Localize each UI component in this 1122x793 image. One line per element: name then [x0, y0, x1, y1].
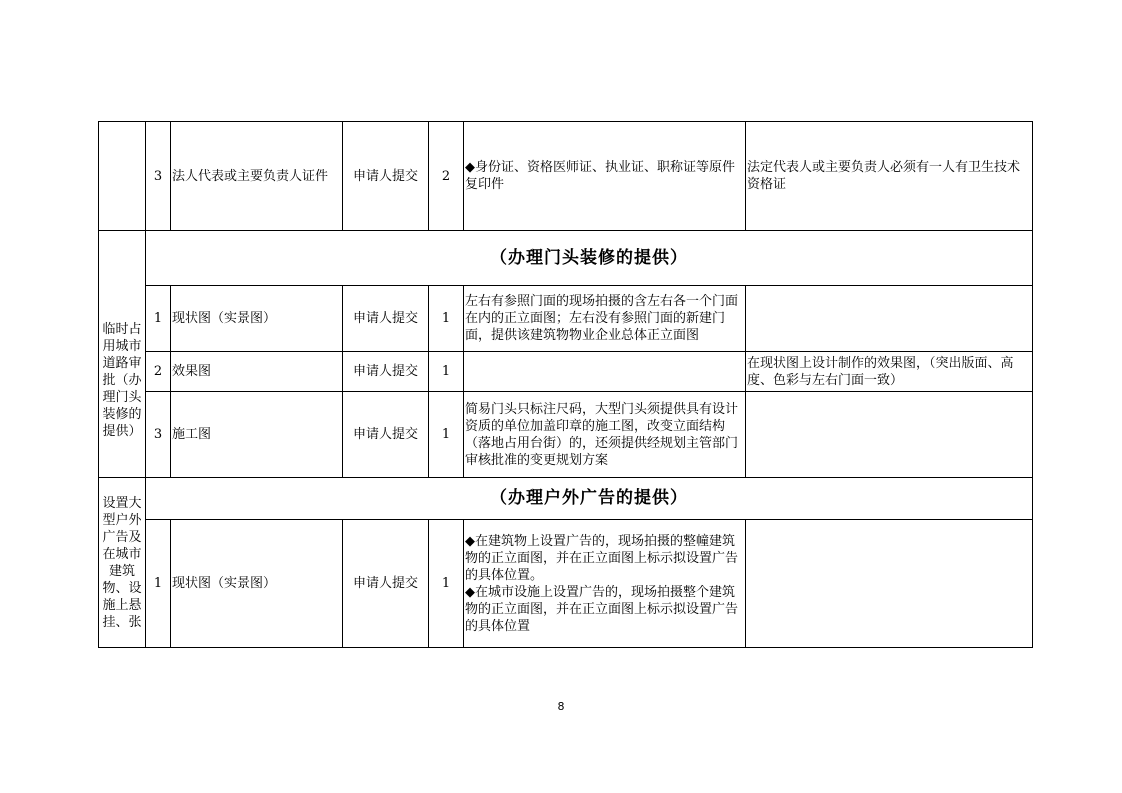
- material-source: 申请人提交: [343, 392, 429, 478]
- material-name: 现状图（实景图）: [171, 286, 343, 352]
- section-heading-row: [99, 478, 1033, 520]
- material-name: 现状图（实景图）: [171, 520, 343, 648]
- requirement-text: [464, 352, 746, 392]
- category-label: 临时占用城市道路审批（办理门头装修的提供）: [99, 231, 146, 478]
- category-cell-empty: [99, 122, 146, 231]
- material-name: 效果图: [171, 352, 343, 392]
- table-row: [99, 352, 1033, 392]
- requirement-text: 左右有参照门面的现场拍摄的含左右各一个门面在内的正立面图；左右没有参照门面的新建门面，提供该建筑物物业企业总体正立面图: [464, 286, 746, 352]
- requirement-text: [464, 520, 746, 648]
- requirements-table: [98, 121, 1033, 648]
- category-label: 设置大型户外广告及在城市建筑物、设施上悬挂、张: [99, 478, 146, 648]
- material-name: 法人代表或主要负责人证件: [171, 122, 343, 231]
- row-number: 2: [146, 352, 171, 392]
- copies-count: 1: [429, 392, 464, 478]
- note-text: 法定代表人或主要负责人必须有一人有卫生技术资格证: [746, 122, 1033, 231]
- section-heading: （办理门头装修的提供）: [146, 231, 1033, 286]
- table-row: [99, 122, 1033, 231]
- page-number: 8: [557, 700, 565, 713]
- material-source: 申请人提交: [343, 286, 429, 352]
- material-source: 申请人提交: [343, 352, 429, 392]
- table-row: [99, 520, 1033, 648]
- section-heading-row: [99, 231, 1033, 286]
- requirement-item: ◆在城市设施上设置广告的，现场拍摄整个建筑物的正立面图，并在正立面图上标示拟设置广告的具体位置: [465, 584, 739, 634]
- note-text: [746, 520, 1033, 648]
- row-number: 1: [146, 286, 171, 352]
- requirement-item: ◆在建筑物上设置广告的，现场拍摄的整幢建筑物的正立面图，并在正立面图上标示拟设置广告的具体位置。: [465, 533, 739, 583]
- copies-count: 1: [429, 520, 464, 648]
- material-source: 申请人提交: [343, 122, 429, 231]
- material-name: 施工图: [171, 392, 343, 478]
- note-text: 在现状图上设计制作的效果图，（突出版面、高度、色彩与左右门面一致）: [746, 352, 1033, 392]
- note-text: [746, 286, 1033, 352]
- row-number: 3: [146, 122, 171, 231]
- row-number: 3: [146, 392, 171, 478]
- row-number: 1: [146, 520, 171, 648]
- material-source: 申请人提交: [343, 520, 429, 648]
- table-row: [99, 392, 1033, 478]
- copies-count: 2: [429, 122, 464, 231]
- requirement-text: 简易门头只标注尺码，大型门头须提供具有设计资质的单位加盖印章的施工图，改变立面结构（落地占用台街）的，还须提供经规划主管部门审核批准的变更规划方案: [464, 392, 746, 478]
- note-text: [746, 392, 1033, 478]
- table-row: [99, 286, 1033, 352]
- requirement-text: ◆身份证、资格医师证、执业证、职称证等原件复印件: [464, 122, 746, 231]
- copies-count: 1: [429, 286, 464, 352]
- section-heading: （办理户外广告的提供）: [146, 478, 1033, 520]
- copies-count: 1: [429, 352, 464, 392]
